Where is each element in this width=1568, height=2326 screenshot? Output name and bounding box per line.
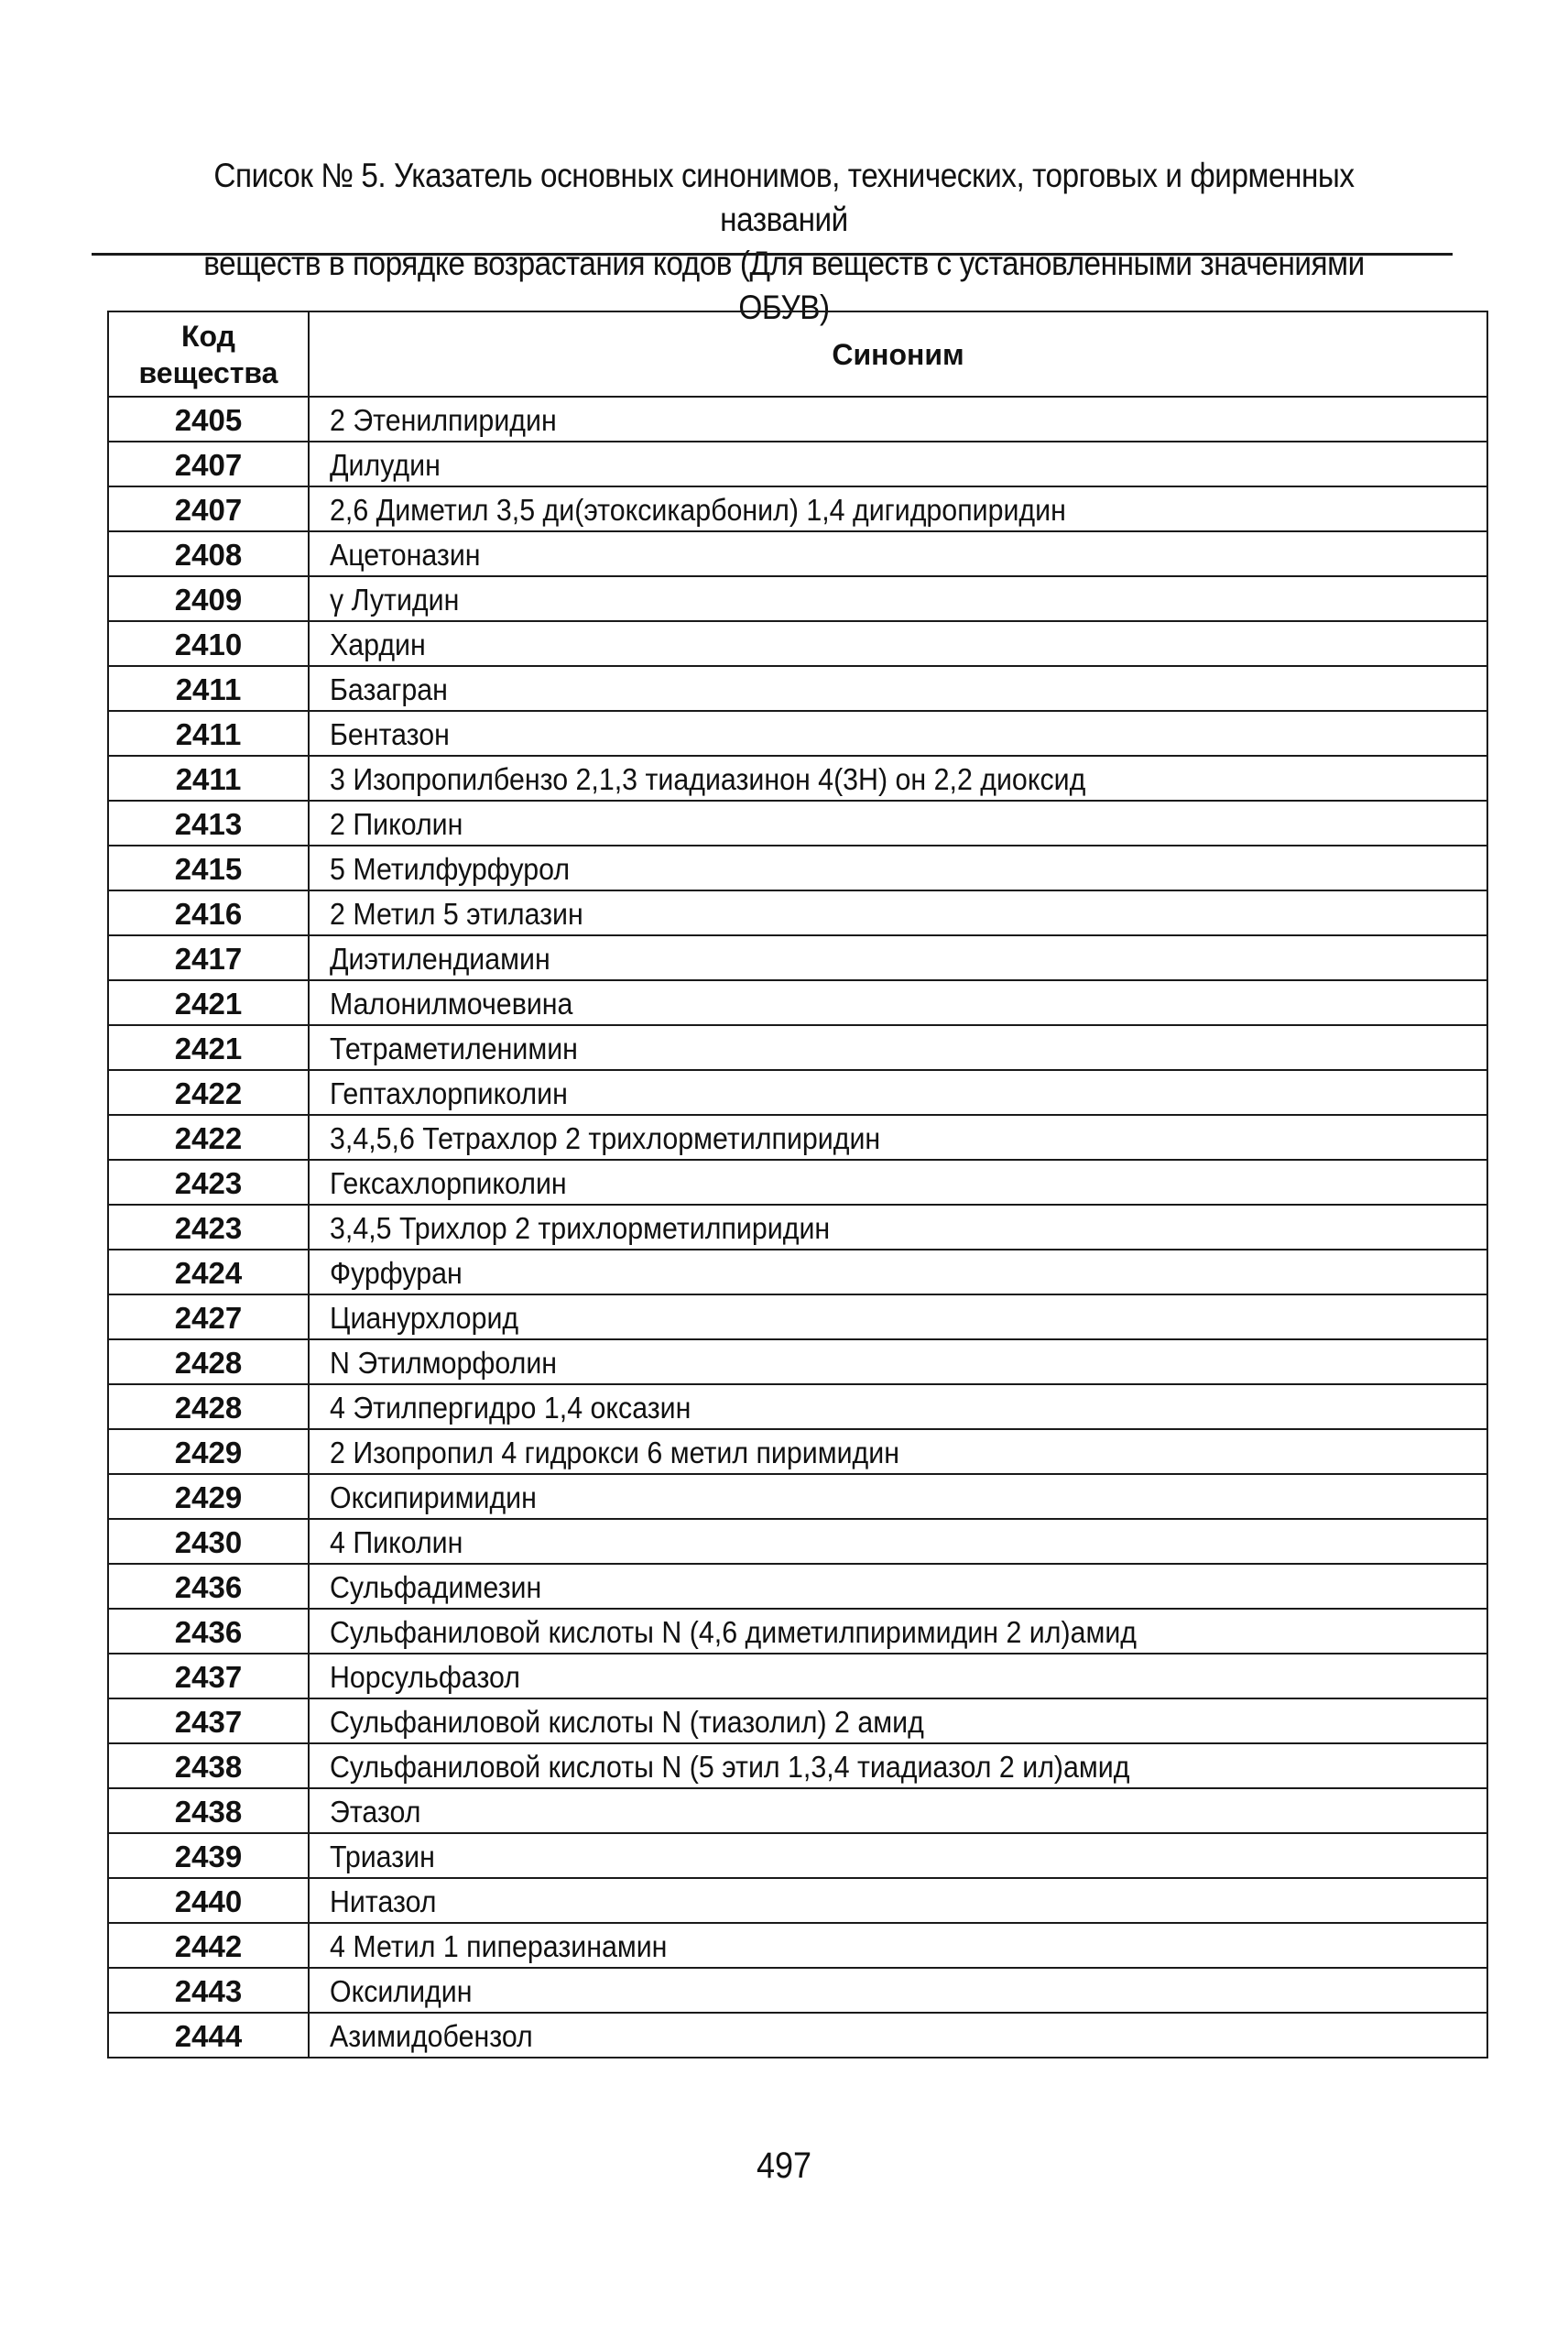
- synonym-cell: [309, 666, 1487, 711]
- synonym-cell: [309, 1788, 1487, 1833]
- synonym-cell: [309, 1609, 1487, 1654]
- synonym-cell: [309, 1654, 1487, 1698]
- synonym-text: 4 Этилпергидро 1,4 оксазин: [330, 1391, 691, 1425]
- synonym-cell: [309, 1564, 1487, 1609]
- substance-code-cell: 2409: [108, 576, 309, 621]
- synonym-text: Цианурхлорид: [330, 1301, 519, 1335]
- table-row: [108, 1384, 1487, 1429]
- synonym-text: 3,4,5 Трихлор 2 трихлорметилпиридин: [330, 1211, 831, 1245]
- synonym-cell: [309, 1878, 1487, 1923]
- substance-code-cell: 2416: [108, 890, 309, 935]
- synonym-text: Нитазол: [330, 1884, 437, 1918]
- synonym-cell: [309, 890, 1487, 935]
- substance-code-cell: 2430: [108, 1519, 309, 1564]
- substance-code-cell: 2407: [108, 486, 309, 531]
- table-row: [108, 1025, 1487, 1070]
- synonym-cell: [309, 980, 1487, 1025]
- substance-code-cell: 2407: [108, 442, 309, 486]
- synonym-text: 4 Метил 1 пиперазинамин: [330, 1929, 668, 1963]
- substance-code-cell: 2436: [108, 1564, 309, 1609]
- title-underline: [92, 253, 1453, 256]
- substance-code-cell: 2428: [108, 1384, 309, 1429]
- substance-code-cell: 2443: [108, 1968, 309, 2013]
- table-row: [108, 1609, 1487, 1654]
- table-row: [108, 576, 1487, 621]
- synonym-cell: [309, 1070, 1487, 1115]
- table-row: [108, 1833, 1487, 1878]
- substance-code-cell: 2437: [108, 1654, 309, 1698]
- synonym-cell: [309, 1519, 1487, 1564]
- table-row: [108, 1250, 1487, 1294]
- table-row: [108, 1294, 1487, 1339]
- synonym-text: Триазин: [330, 1840, 435, 1873]
- page-title: [158, 154, 1410, 330]
- synonym-cell: [309, 756, 1487, 801]
- synonym-text: Фурфуран: [330, 1256, 463, 1290]
- table-row: [108, 442, 1487, 486]
- synonym-text: 2 Этенилпиридин: [330, 403, 557, 437]
- synonym-cell: [309, 935, 1487, 980]
- synonym-text: 2 Изопропил 4 гидрокси 6 метил пиримидин: [330, 1436, 900, 1469]
- synonym-cell: [309, 801, 1487, 846]
- synonym-text: 2 Метил 5 этилазин: [330, 897, 583, 931]
- synonym-cell: [309, 1250, 1487, 1294]
- synonym-cell: [309, 1205, 1487, 1250]
- synonym-cell: [309, 2013, 1487, 2058]
- substance-code-cell: 2439: [108, 1833, 309, 1878]
- substance-code-cell: 2408: [108, 531, 309, 576]
- substance-code-cell: 2423: [108, 1205, 309, 1250]
- table-row: [108, 1654, 1487, 1698]
- table-row: [108, 486, 1487, 531]
- table-row: [108, 621, 1487, 666]
- table-row: [108, 711, 1487, 756]
- substance-code-cell: 2438: [108, 1788, 309, 1833]
- synonym-cell: [309, 1743, 1487, 1788]
- substance-code-cell: 2410: [108, 621, 309, 666]
- synonym-text: Малонилмочевина: [330, 987, 573, 1021]
- synonym-text: Норсульфазол: [330, 1660, 520, 1694]
- synonym-cell: [309, 1294, 1487, 1339]
- synonym-text: Сульфадимезин: [330, 1570, 542, 1604]
- substance-code-cell: 2411: [108, 756, 309, 801]
- table-row: [108, 890, 1487, 935]
- synonym-cell: [309, 576, 1487, 621]
- table-row: [108, 1788, 1487, 1833]
- header-synonym: Синоним: [309, 311, 1487, 397]
- substance-code-cell: 2417: [108, 935, 309, 980]
- table-header-row: [108, 311, 1487, 397]
- table-row: [108, 531, 1487, 576]
- header-code: [108, 311, 309, 397]
- substance-code-cell: 2444: [108, 2013, 309, 2058]
- synonym-cell: [309, 1698, 1487, 1743]
- substance-code-cell: 2423: [108, 1160, 309, 1205]
- synonym-cell: [309, 397, 1487, 442]
- substance-code-cell: 2415: [108, 846, 309, 890]
- substance-code-cell: 2422: [108, 1115, 309, 1160]
- substance-code-cell: 2413: [108, 801, 309, 846]
- substance-code-cell: 2421: [108, 980, 309, 1025]
- table-row: [108, 1115, 1487, 1160]
- synonym-text: Оксипиримидин: [330, 1480, 537, 1514]
- synonym-text: 4 Пиколин: [330, 1525, 463, 1559]
- substance-code-cell: 2411: [108, 711, 309, 756]
- substance-code-cell: 2438: [108, 1743, 309, 1788]
- substance-code-cell: 2421: [108, 1025, 309, 1070]
- table-row: [108, 1923, 1487, 1968]
- synonym-text: Сульфаниловой кислоты N (тиазолил) 2 амид: [330, 1705, 924, 1739]
- synonym-text: 2 Пиколин: [330, 807, 463, 841]
- table-row: [108, 1968, 1487, 2013]
- synonym-text: 2,6 Диметил 3,5 ди(этоксикарбонил) 1,4 дигидропиридин: [330, 493, 1066, 527]
- table-row: [108, 756, 1487, 801]
- table-row: [108, 1339, 1487, 1384]
- title-line-2: веществ в порядке возрастания кодов (Для веществ с установленными значениями ОБУВ): [203, 245, 1365, 326]
- synonym-text: Тетраметиленимин: [330, 1032, 578, 1065]
- synonym-text: γ Лутидин: [330, 583, 460, 617]
- synonym-text: Гексахлорпиколин: [330, 1166, 567, 1200]
- table-row: [108, 1519, 1487, 1564]
- synonym-text: Азимидобензол: [330, 2019, 533, 2053]
- substance-code-cell: 2429: [108, 1429, 309, 1474]
- substance-code-cell: 2411: [108, 666, 309, 711]
- synonym-text: 3 Изопропилбензо 2,1,3 тиадиазинон 4(3Н) он 2,2 диоксид: [330, 762, 1086, 796]
- table-row: [108, 2013, 1487, 2058]
- substance-code-cell: 2437: [108, 1698, 309, 1743]
- substance-code-cell: 2436: [108, 1609, 309, 1654]
- substance-code-cell: 2442: [108, 1923, 309, 1968]
- synonym-cell: [309, 1160, 1487, 1205]
- table-row: [108, 1878, 1487, 1923]
- substance-code-cell: 2427: [108, 1294, 309, 1339]
- synonym-text: Этазол: [330, 1795, 421, 1829]
- table-row: [108, 935, 1487, 980]
- table-row: [108, 1070, 1487, 1115]
- synonym-text: Гептахлорпиколин: [330, 1076, 568, 1110]
- substance-code-cell: 2424: [108, 1250, 309, 1294]
- table-row: [108, 1743, 1487, 1788]
- table-row: [108, 666, 1487, 711]
- synonym-text: 5 Метилфурфурол: [330, 852, 571, 886]
- synonym-text: Сульфаниловой кислоты N (5 этил 1,3,4 тиадиазол 2 ил)амид: [330, 1750, 1130, 1784]
- synonym-cell: [309, 1339, 1487, 1384]
- synonym-text: Хардин: [330, 628, 426, 661]
- substance-code-cell: 2440: [108, 1878, 309, 1923]
- synonym-cell: [309, 531, 1487, 576]
- substance-code-cell: 2405: [108, 397, 309, 442]
- table-row: [108, 1564, 1487, 1609]
- page-number: 497: [756, 2146, 812, 2186]
- table-row: [108, 397, 1487, 442]
- table-row: [108, 1160, 1487, 1205]
- header-code-line-2: вещества: [138, 355, 278, 389]
- synonym-cell: [309, 1923, 1487, 1968]
- synonym-cell: [309, 846, 1487, 890]
- synonym-cell: [309, 711, 1487, 756]
- substance-code-cell: 2429: [108, 1474, 309, 1519]
- synonym-cell: [309, 486, 1487, 531]
- table-row: [108, 1205, 1487, 1250]
- synonym-cell: [309, 1025, 1487, 1070]
- table-row: [108, 1698, 1487, 1743]
- header-code-line-1: Код: [181, 319, 235, 353]
- synonym-text: Сульфаниловой кислоты N (4,6 диметилпиримидин 2 ил)амид: [330, 1615, 1138, 1649]
- table-row: [108, 846, 1487, 890]
- synonym-table: [107, 311, 1488, 2058]
- synonym-text: N Этилморфолин: [330, 1346, 558, 1380]
- synonym-cell: [309, 1474, 1487, 1519]
- synonym-cell: [309, 1968, 1487, 2013]
- table-row: [108, 801, 1487, 846]
- synonym-text: Базагран: [330, 672, 448, 706]
- synonym-cell: [309, 1429, 1487, 1474]
- synonym-text: Дилудин: [330, 448, 441, 482]
- synonym-cell: [309, 442, 1487, 486]
- synonym-text: 3,4,5,6 Тетрахлор 2 трихлорметилпиридин: [330, 1121, 881, 1155]
- synonym-cell: [309, 1833, 1487, 1878]
- synonym-cell: [309, 1115, 1487, 1160]
- substance-code-cell: 2428: [108, 1339, 309, 1384]
- table-body: [108, 397, 1487, 2058]
- synonym-text: Ацетоназин: [330, 538, 481, 572]
- synonym-text: Бентазон: [330, 717, 450, 751]
- synonym-cell: [309, 1384, 1487, 1429]
- synonym-text: Диэтилендиамин: [330, 942, 550, 976]
- substance-code-cell: 2422: [108, 1070, 309, 1115]
- table-row: [108, 980, 1487, 1025]
- synonym-cell: [309, 621, 1487, 666]
- synonym-text: Оксилидин: [330, 1974, 473, 2008]
- table-row: [108, 1429, 1487, 1474]
- title-line-1: Список № 5. Указатель основных синонимов, технических, торговых и фирменных названий: [213, 157, 1355, 238]
- table-row: [108, 1474, 1487, 1519]
